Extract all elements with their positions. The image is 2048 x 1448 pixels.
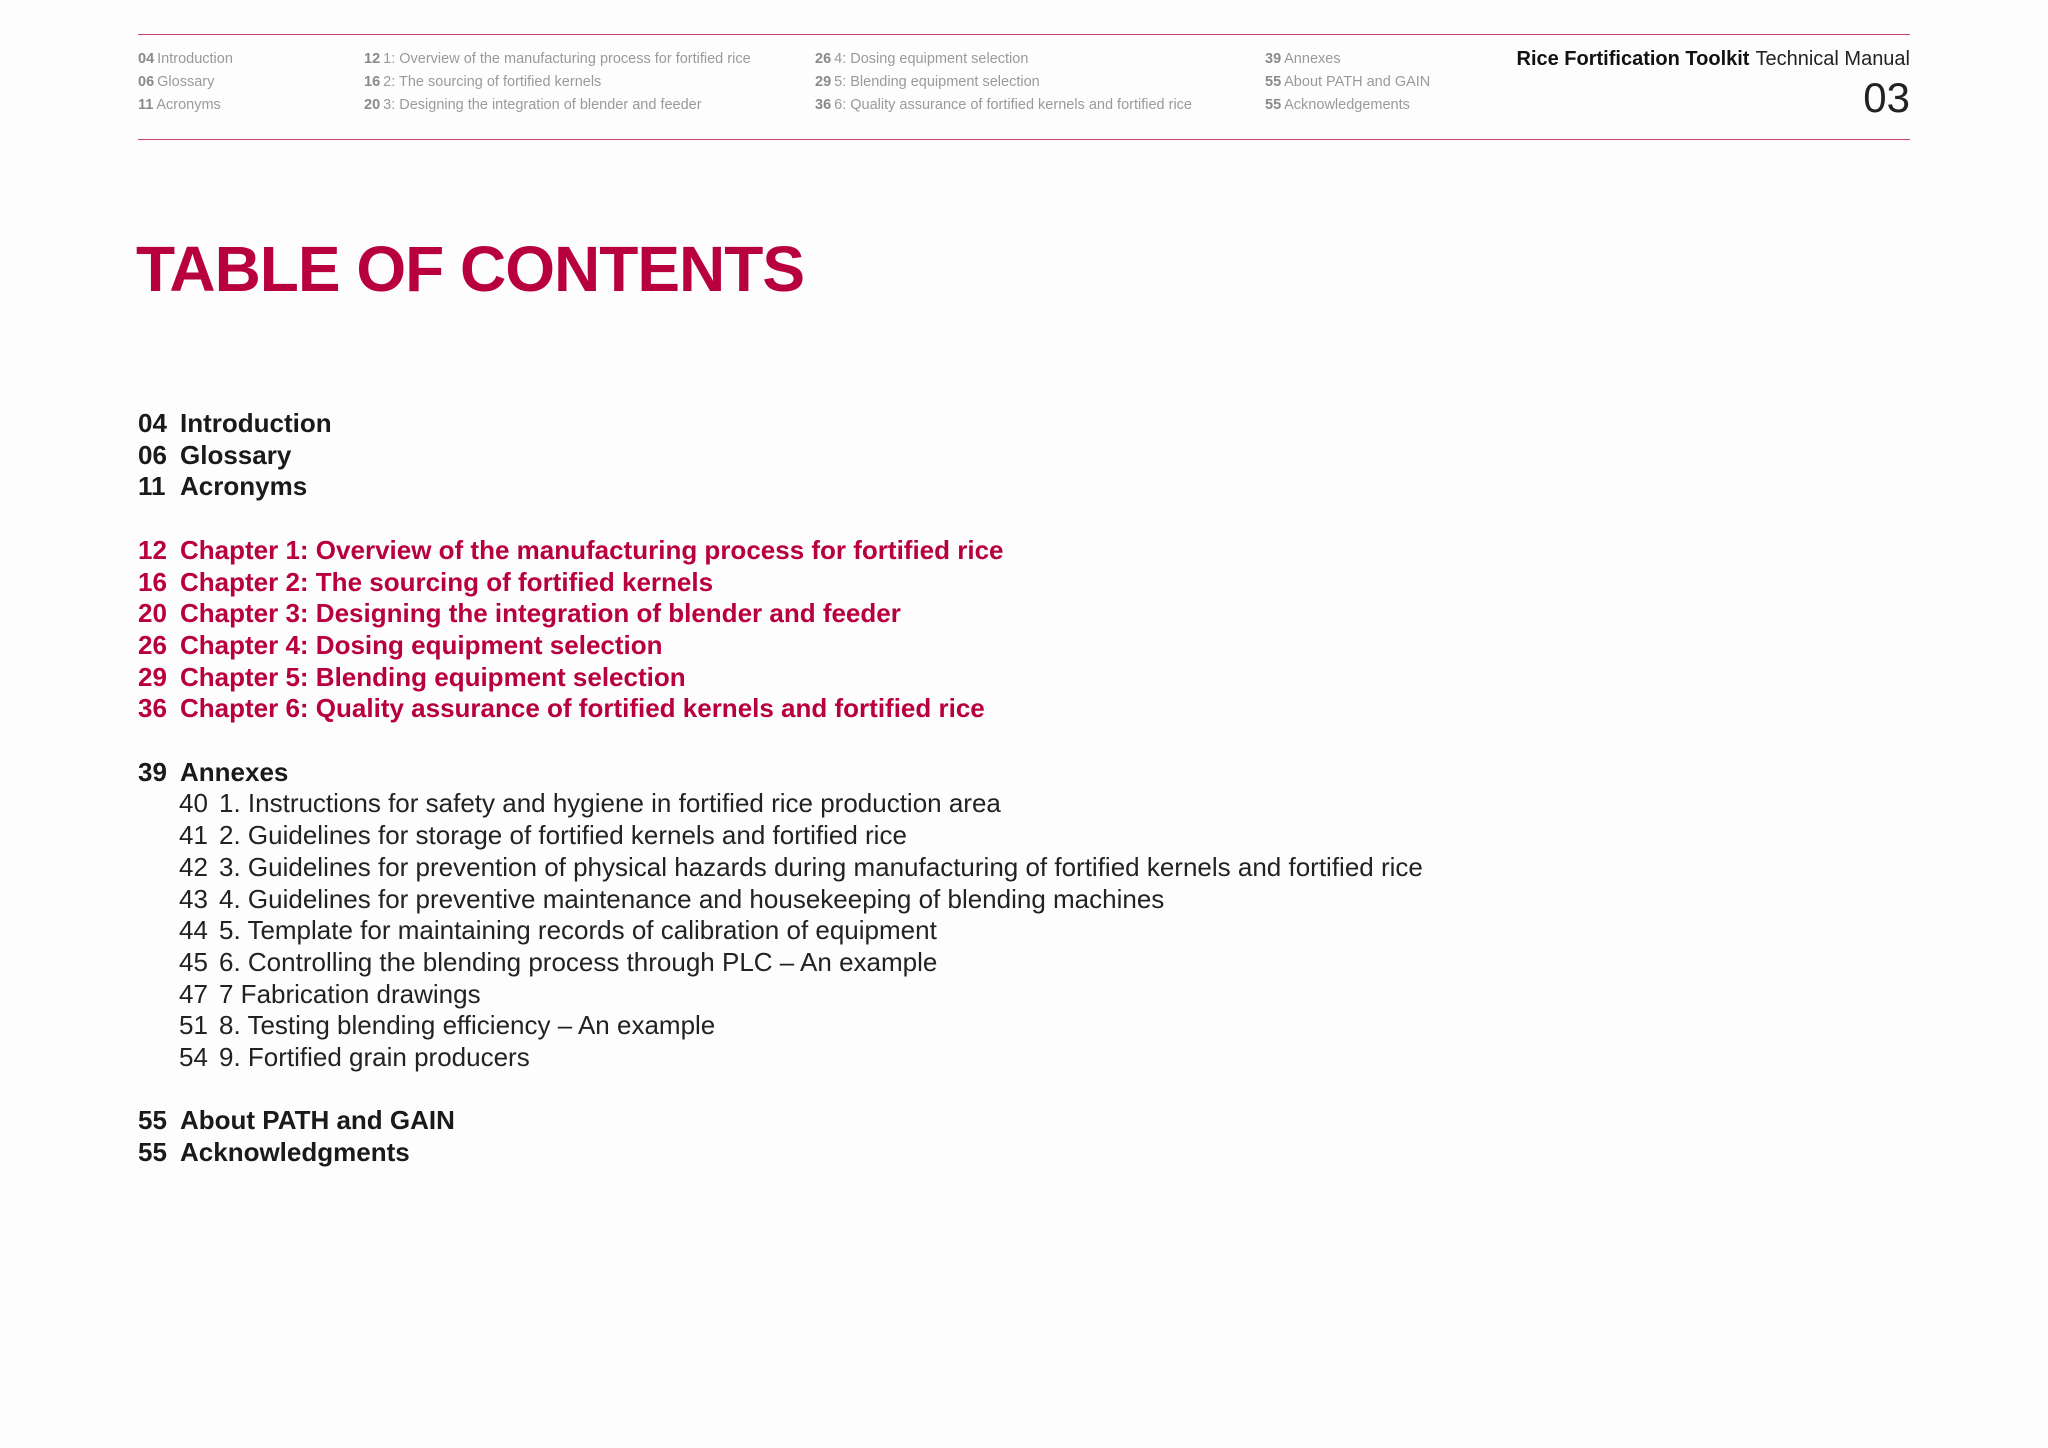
toc-entry-annex-1[interactable]: 40 1. Instructions for safety and hygiene in fortified rice production area bbox=[179, 788, 1001, 819]
nav-link-chapter-2[interactable]: 16 2: The sourcing of fortified kernels bbox=[364, 74, 602, 90]
toc-entry-annex-5[interactable]: 44 5. Template for maintaining records of calibration of equipment bbox=[179, 915, 937, 946]
toc-entry-acronyms[interactable]: 11 Acronyms bbox=[138, 471, 308, 502]
toc-entry-annex-9[interactable]: 54 9. Fortified grain producers bbox=[179, 1042, 530, 1073]
toc-entry-chapter-4[interactable]: 26 Chapter 4: Dosing equipment selection bbox=[138, 629, 663, 660]
toc-spacer bbox=[138, 503, 1423, 535]
toc-entry-annex-6[interactable]: 45 6. Controlling the blending process through PLC – An example bbox=[179, 946, 938, 977]
header-brand bbox=[1517, 48, 1911, 71]
nav-link-chapter-3[interactable]: 20 3: Designing the integration of blender and feeder bbox=[364, 97, 702, 113]
toc-entry-chapter-5[interactable]: 29 Chapter 5: Blending equipment selection bbox=[138, 661, 686, 692]
brand-subtitle: Technical Manual bbox=[1755, 48, 1910, 70]
nav-link-chapter-4[interactable]: 26 4: Dosing equipment selection bbox=[815, 51, 1029, 67]
brand-title: Rice Fortification Toolkit bbox=[1516, 48, 1750, 70]
nav-link-chapter-5[interactable]: 29 5: Blending equipment selection bbox=[815, 74, 1040, 90]
page-title: TABLE OF CONTENTS bbox=[136, 233, 804, 305]
nav-link-about[interactable]: 55 About PATH and GAIN bbox=[1265, 74, 1431, 90]
toc-entry-annex-8[interactable]: 51 8. Testing blending efficiency – An example bbox=[179, 1010, 716, 1041]
toc-entry-annex-4[interactable]: 43 4. Guidelines for preventive maintenance and housekeeping of blending machines bbox=[179, 883, 1165, 914]
nav-link-glossary[interactable]: 06 Glossary bbox=[138, 74, 215, 90]
page-number: 03 bbox=[1863, 74, 1910, 121]
nav-link-chapter-6[interactable]: 36 6: Quality assurance of fortified kernels and fortified rice bbox=[815, 97, 1192, 113]
header-nav-column-1 bbox=[138, 50, 233, 114]
header-nav-column-2 bbox=[364, 50, 751, 114]
toc-entry-introduction[interactable]: 04 Introduction bbox=[138, 408, 332, 438]
toc-entry-annexes[interactable]: 39 Annexes bbox=[138, 756, 289, 787]
toc-entry-acknowledgments[interactable]: 55 Acknowledgments bbox=[138, 1137, 410, 1168]
toc-entry-chapter-1[interactable]: 12 Chapter 1: Overview of the manufacturing process for fortified rice bbox=[138, 534, 1004, 565]
toc-entry-annex-7[interactable]: 47 7 Fabrication drawings bbox=[179, 978, 481, 1009]
header-top-rule bbox=[138, 34, 1910, 35]
header-nav-column-3 bbox=[815, 50, 1192, 114]
toc-entry-about[interactable]: 55 About PATH and GAIN bbox=[138, 1105, 455, 1136]
nav-link-chapter-1[interactable]: 12 1: Overview of the manufacturing process for fortified rice bbox=[364, 51, 751, 67]
table-of-contents bbox=[138, 408, 1423, 1169]
nav-link-acronyms[interactable]: 11 Acronyms bbox=[138, 97, 221, 113]
toc-spacer bbox=[138, 725, 1423, 757]
nav-link-acknowledgements[interactable]: 55 Acknowledgements bbox=[1265, 97, 1410, 113]
toc-entry-annex-2[interactable]: 41 2. Guidelines for storage of fortified kernels and fortified rice bbox=[179, 820, 907, 851]
header-nav-column-4 bbox=[1265, 50, 1430, 114]
nav-link-introduction[interactable]: 04 Introduction bbox=[138, 51, 233, 67]
toc-entry-chapter-6[interactable]: 36 Chapter 6: Quality assurance of fortified kernels and fortified rice bbox=[138, 693, 985, 724]
toc-entry-glossary[interactable]: 06 Glossary bbox=[138, 439, 292, 470]
toc-entry-chapter-2[interactable]: 16 Chapter 2: The sourcing of fortified kernels bbox=[138, 566, 714, 597]
nav-link-annexes[interactable]: 39 Annexes bbox=[1265, 51, 1341, 67]
header-bottom-rule bbox=[138, 139, 1910, 140]
toc-entry-chapter-3[interactable]: 20 Chapter 3: Designing the integration of blender and feeder bbox=[138, 598, 901, 629]
toc-entry-annex-3[interactable]: 42 3. Guidelines for prevention of physical hazards during manufacturing of fortified kernels and fortified rice bbox=[179, 851, 1423, 882]
toc-spacer bbox=[138, 1074, 1423, 1106]
